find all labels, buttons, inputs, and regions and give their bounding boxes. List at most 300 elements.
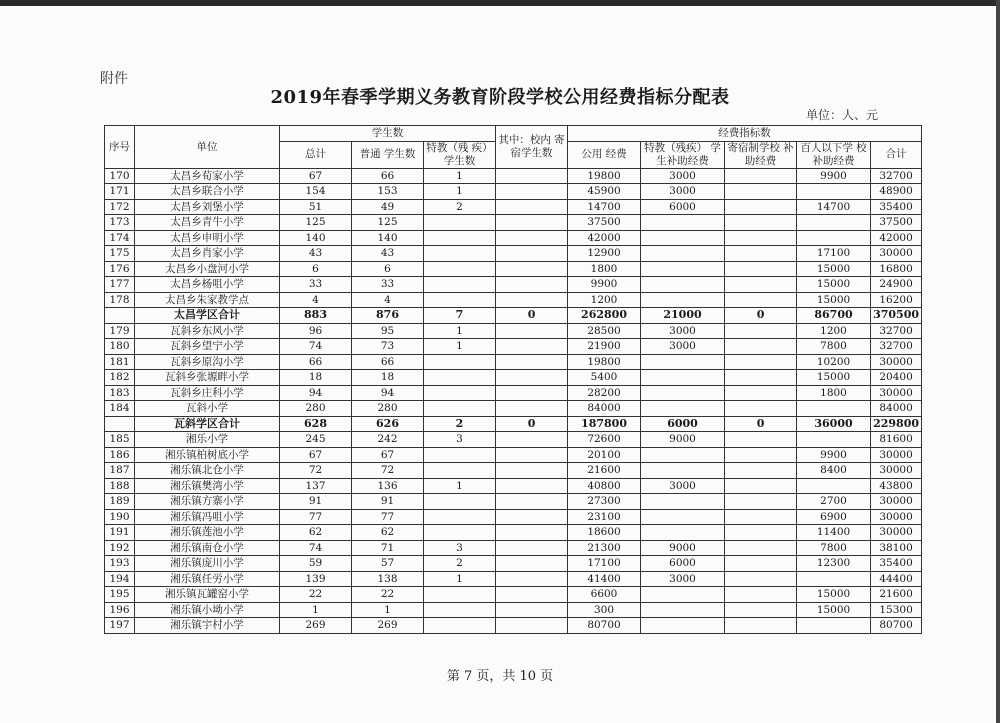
cell-boarding-students <box>496 385 568 401</box>
cell-boarding-fund <box>725 618 797 634</box>
cell-regular: 77 <box>352 509 424 525</box>
cell-boarding-students <box>496 571 568 587</box>
cell-seq: 196 <box>105 602 135 618</box>
cell-boarding-fund <box>725 556 797 572</box>
annex-label: 附件 <box>100 71 128 87</box>
cell-sum: 30000 <box>871 246 922 262</box>
cell-public-fund: 42000 <box>568 230 641 246</box>
cell-small-school-fund: 2700 <box>797 494 871 510</box>
cell-seq: 191 <box>105 525 135 541</box>
cell-special-fund <box>641 463 725 479</box>
cell-sum: 42000 <box>871 230 922 246</box>
cell-public-fund: 1200 <box>568 292 641 308</box>
cell-total: 72 <box>280 463 352 479</box>
cell-small-school-fund <box>797 478 871 494</box>
cell-special <box>424 618 496 634</box>
cell-special-fund: 21000 <box>641 308 725 324</box>
cell-total: 62 <box>280 525 352 541</box>
cell-public-fund: 21300 <box>568 540 641 556</box>
cell-seq: 188 <box>105 478 135 494</box>
cell-seq: 186 <box>105 447 135 463</box>
cell-boarding-students <box>496 230 568 246</box>
table-row <box>105 385 922 401</box>
table-row <box>105 556 922 572</box>
cell-special-fund <box>641 525 725 541</box>
table-row <box>105 540 922 556</box>
cell-unit: 瓦斜乡庄科小学 <box>135 385 280 401</box>
cell-regular: 91 <box>352 494 424 510</box>
cell-sum: 48900 <box>871 184 922 200</box>
cell-small-school-fund: 10200 <box>797 354 871 370</box>
cell-unit: 瓦斜乡原沟小学 <box>135 354 280 370</box>
cell-unit: 太昌乡朱家教学点 <box>135 292 280 308</box>
cell-total: 91 <box>280 494 352 510</box>
cell-boarding-fund <box>725 277 797 293</box>
cell-boarding-fund <box>725 261 797 277</box>
cell-special <box>424 354 496 370</box>
cell-boarding-students: 0 <box>496 416 568 432</box>
cell-small-school-fund: 11400 <box>797 525 871 541</box>
cell-special-fund <box>641 587 725 603</box>
cell-small-school-fund: 12300 <box>797 556 871 572</box>
cell-total: 67 <box>280 168 352 184</box>
allocation-table <box>104 125 922 634</box>
cell-special: 2 <box>424 556 496 572</box>
cell-boarding-students <box>496 246 568 262</box>
cell-special-fund <box>641 230 725 246</box>
cell-boarding-students <box>496 447 568 463</box>
cell-regular: 1 <box>352 602 424 618</box>
cell-unit: 太昌学区合计 <box>135 308 280 324</box>
table-row <box>105 323 922 339</box>
cell-special-fund <box>641 602 725 618</box>
unit-label: 单位：人、元 <box>806 108 879 122</box>
table-row <box>105 618 922 634</box>
cell-regular: 66 <box>352 354 424 370</box>
col-header-seq: 序号 <box>105 126 135 169</box>
cell-unit: 湘乐镇方寨小学 <box>135 494 280 510</box>
cell-seq: 197 <box>105 618 135 634</box>
table-row <box>105 370 922 386</box>
cell-public-fund: 18600 <box>568 525 641 541</box>
cell-regular: 280 <box>352 401 424 417</box>
cell-small-school-fund: 9900 <box>797 168 871 184</box>
cell-seq: 180 <box>105 339 135 355</box>
cell-total: 125 <box>280 215 352 231</box>
table-row <box>105 463 922 479</box>
cell-special <box>424 447 496 463</box>
cell-boarding-fund <box>725 370 797 386</box>
cell-special-fund <box>641 370 725 386</box>
cell-seq: 179 <box>105 323 135 339</box>
cell-public-fund: 9900 <box>568 277 641 293</box>
cell-unit: 湘乐镇小坳小学 <box>135 602 280 618</box>
cell-total: 628 <box>280 416 352 432</box>
cell-boarding-fund <box>725 401 797 417</box>
cell-special <box>424 401 496 417</box>
table-row <box>105 261 922 277</box>
cell-regular: 95 <box>352 323 424 339</box>
cell-sum: 81600 <box>871 432 922 448</box>
cell-sum: 44400 <box>871 571 922 587</box>
cell-regular: 125 <box>352 215 424 231</box>
cell-small-school-fund: 7800 <box>797 339 871 355</box>
col-header-special: 特教（残 疾）学生数 <box>424 141 496 168</box>
header-row-1 <box>105 126 922 142</box>
cell-unit: 太昌乡荀家小学 <box>135 168 280 184</box>
cell-regular: 49 <box>352 199 424 215</box>
cell-regular: 18 <box>352 370 424 386</box>
cell-public-fund: 17100 <box>568 556 641 572</box>
cell-special <box>424 292 496 308</box>
cell-public-fund: 19800 <box>568 168 641 184</box>
cell-boarding-fund <box>725 463 797 479</box>
cell-public-fund: 80700 <box>568 618 641 634</box>
cell-sum: 30000 <box>871 354 922 370</box>
cell-boarding-students <box>496 478 568 494</box>
cell-special <box>424 525 496 541</box>
cell-boarding-students <box>496 354 568 370</box>
cell-public-fund: 37500 <box>568 215 641 231</box>
cell-boarding-fund <box>725 292 797 308</box>
cell-unit: 太昌乡小盘河小学 <box>135 261 280 277</box>
cell-total: 280 <box>280 401 352 417</box>
group-header-students: 学生数 <box>280 126 496 142</box>
cell-seq: 184 <box>105 401 135 417</box>
cell-unit: 湘乐镇庞川小学 <box>135 556 280 572</box>
cell-special-fund: 3000 <box>641 184 725 200</box>
cell-boarding-fund <box>725 215 797 231</box>
cell-special <box>424 370 496 386</box>
table-row <box>105 525 922 541</box>
cell-regular: 626 <box>352 416 424 432</box>
cell-regular: 62 <box>352 525 424 541</box>
cell-sum: 32700 <box>871 168 922 184</box>
cell-special-fund: 3000 <box>641 571 725 587</box>
cell-public-fund: 1800 <box>568 261 641 277</box>
cell-seq: 187 <box>105 463 135 479</box>
cell-total: 18 <box>280 370 352 386</box>
cell-total: 4 <box>280 292 352 308</box>
cell-boarding-students <box>496 339 568 355</box>
cell-small-school-fund: 15000 <box>797 587 871 603</box>
cell-sum: 229800 <box>871 416 922 432</box>
cell-sum: 84000 <box>871 401 922 417</box>
cell-special: 1 <box>424 184 496 200</box>
cell-boarding-students <box>496 215 568 231</box>
table-row <box>105 478 922 494</box>
cell-special: 1 <box>424 478 496 494</box>
cell-special-fund <box>641 401 725 417</box>
cell-boarding-fund <box>725 323 797 339</box>
cell-boarding-fund <box>725 184 797 200</box>
cell-total: 77 <box>280 509 352 525</box>
cell-unit: 湘乐镇冯咀小学 <box>135 509 280 525</box>
cell-sum: 35400 <box>871 556 922 572</box>
cell-special-fund <box>641 509 725 525</box>
cell-small-school-fund: 9900 <box>797 447 871 463</box>
table-row <box>105 246 922 262</box>
cell-regular: 33 <box>352 277 424 293</box>
cell-boarding-fund <box>725 199 797 215</box>
cell-boarding-students <box>496 494 568 510</box>
cell-small-school-fund: 15000 <box>797 261 871 277</box>
cell-unit: 瓦斜乡望宁小学 <box>135 339 280 355</box>
cell-total: 51 <box>280 199 352 215</box>
cell-special-fund <box>641 215 725 231</box>
cell-regular: 242 <box>352 432 424 448</box>
cell-small-school-fund: 17100 <box>797 246 871 262</box>
cell-public-fund: 27300 <box>568 494 641 510</box>
cell-total: 139 <box>280 571 352 587</box>
cell-seq: 192 <box>105 540 135 556</box>
cell-small-school-fund: 14700 <box>797 199 871 215</box>
cell-special: 1 <box>424 339 496 355</box>
cell-regular: 876 <box>352 308 424 324</box>
cell-small-school-fund: 8400 <box>797 463 871 479</box>
col-header-small-school-fund: 百人以下学 校补助经费 <box>797 141 871 168</box>
cell-special: 1 <box>424 571 496 587</box>
cell-boarding-fund <box>725 602 797 618</box>
cell-unit: 湘乐镇北仓小学 <box>135 463 280 479</box>
cell-unit: 湘乐镇任労小学 <box>135 571 280 587</box>
cell-special-fund: 3000 <box>641 478 725 494</box>
cell-sum: 21600 <box>871 587 922 603</box>
cell-special <box>424 463 496 479</box>
cell-regular: 71 <box>352 540 424 556</box>
cell-small-school-fund: 7800 <box>797 540 871 556</box>
cell-seq: 176 <box>105 261 135 277</box>
cell-unit: 瓦斜乡东风小学 <box>135 323 280 339</box>
cell-seq: 183 <box>105 385 135 401</box>
cell-total: 43 <box>280 246 352 262</box>
cell-small-school-fund: 86700 <box>797 308 871 324</box>
cell-total: 137 <box>280 478 352 494</box>
cell-unit: 太昌乡申明小学 <box>135 230 280 246</box>
cell-special-fund <box>641 354 725 370</box>
cell-sum: 38100 <box>871 540 922 556</box>
cell-special <box>424 494 496 510</box>
cell-sum: 30000 <box>871 525 922 541</box>
cell-regular: 43 <box>352 246 424 262</box>
cell-sum: 30000 <box>871 494 922 510</box>
table-row <box>105 292 922 308</box>
cell-total: 6 <box>280 261 352 277</box>
cell-special <box>424 215 496 231</box>
cell-boarding-fund <box>725 509 797 525</box>
cell-public-fund: 19800 <box>568 354 641 370</box>
cell-sum: 80700 <box>871 618 922 634</box>
table-row <box>105 168 922 184</box>
cell-boarding-fund <box>725 385 797 401</box>
cell-boarding-fund: 0 <box>725 416 797 432</box>
cell-sum: 32700 <box>871 323 922 339</box>
cell-small-school-fund: 6900 <box>797 509 871 525</box>
cell-unit: 太昌乡刘堡小学 <box>135 199 280 215</box>
cell-boarding-students <box>496 401 568 417</box>
cell-regular: 140 <box>352 230 424 246</box>
cell-regular: 67 <box>352 447 424 463</box>
cell-boarding-fund <box>725 540 797 556</box>
cell-boarding-fund <box>725 432 797 448</box>
col-header-boarding-fund: 寄宿制学校 补助经费 <box>725 141 797 168</box>
cell-special <box>424 277 496 293</box>
cell-unit: 湘乐镇莲池小学 <box>135 525 280 541</box>
cell-sum: 30000 <box>871 509 922 525</box>
cell-regular: 72 <box>352 463 424 479</box>
cell-boarding-students <box>496 463 568 479</box>
cell-seq: 172 <box>105 199 135 215</box>
scan-edge <box>0 0 1000 6</box>
cell-unit: 湘乐镇南仓小学 <box>135 540 280 556</box>
subtotal-row <box>105 308 922 324</box>
cell-unit: 湘乐镇柏树底小学 <box>135 447 280 463</box>
col-header-public-fund: 公用 经费 <box>568 141 641 168</box>
cell-special-fund: 3000 <box>641 168 725 184</box>
cell-special-fund: 3000 <box>641 323 725 339</box>
col-header-sum: 合计 <box>871 141 922 168</box>
cell-boarding-students: 0 <box>496 308 568 324</box>
table-row <box>105 230 922 246</box>
cell-public-fund: 187800 <box>568 416 641 432</box>
cell-unit: 太昌乡杨咀小学 <box>135 277 280 293</box>
cell-total: 96 <box>280 323 352 339</box>
cell-seq: 174 <box>105 230 135 246</box>
cell-seq: 170 <box>105 168 135 184</box>
table-row <box>105 277 922 293</box>
table-row <box>105 401 922 417</box>
cell-special: 3 <box>424 540 496 556</box>
cell-special <box>424 246 496 262</box>
cell-unit: 湘乐小学 <box>135 432 280 448</box>
cell-public-fund: 45900 <box>568 184 641 200</box>
cell-special-fund: 6000 <box>641 416 725 432</box>
cell-seq <box>105 416 135 432</box>
cell-boarding-students <box>496 184 568 200</box>
col-header-total: 总计 <box>280 141 352 168</box>
cell-special: 3 <box>424 432 496 448</box>
cell-unit: 瓦斜小学 <box>135 401 280 417</box>
cell-total: 74 <box>280 540 352 556</box>
cell-sum: 43800 <box>871 478 922 494</box>
cell-boarding-students <box>496 261 568 277</box>
cell-boarding-fund: 0 <box>725 308 797 324</box>
cell-seq: 190 <box>105 509 135 525</box>
cell-public-fund: 21900 <box>568 339 641 355</box>
cell-special <box>424 602 496 618</box>
cell-special: 7 <box>424 308 496 324</box>
cell-special <box>424 230 496 246</box>
cell-public-fund: 262800 <box>568 308 641 324</box>
cell-regular: 73 <box>352 339 424 355</box>
cell-unit: 瓦斜乡张塬畔小学 <box>135 370 280 386</box>
cell-public-fund: 5400 <box>568 370 641 386</box>
cell-seq: 185 <box>105 432 135 448</box>
cell-regular: 94 <box>352 385 424 401</box>
cell-seq: 195 <box>105 587 135 603</box>
cell-boarding-fund <box>725 339 797 355</box>
cell-special-fund <box>641 618 725 634</box>
cell-sum: 37500 <box>871 215 922 231</box>
cell-special-fund: 6000 <box>641 556 725 572</box>
cell-small-school-fund <box>797 571 871 587</box>
cell-unit: 湘乐镇瓦罐窑小学 <box>135 587 280 603</box>
cell-small-school-fund <box>797 184 871 200</box>
cell-special-fund <box>641 292 725 308</box>
cell-boarding-students <box>496 323 568 339</box>
cell-total: 1 <box>280 602 352 618</box>
cell-public-fund: 40800 <box>568 478 641 494</box>
cell-regular: 136 <box>352 478 424 494</box>
page-number: 第 7 页，共 10 页 <box>446 669 554 684</box>
cell-public-fund: 12900 <box>568 246 641 262</box>
cell-boarding-students <box>496 556 568 572</box>
cell-special-fund <box>641 385 725 401</box>
cell-boarding-students <box>496 168 568 184</box>
cell-special: 1 <box>424 168 496 184</box>
cell-public-fund: 84000 <box>568 401 641 417</box>
cell-public-fund: 28500 <box>568 323 641 339</box>
cell-total: 74 <box>280 339 352 355</box>
cell-special <box>424 385 496 401</box>
cell-regular: 66 <box>352 168 424 184</box>
subtotal-row <box>105 416 922 432</box>
cell-small-school-fund: 15000 <box>797 602 871 618</box>
cell-regular: 22 <box>352 587 424 603</box>
page-title: 2019年春季学期义务教育阶段学校公用经费指标分配表 <box>270 87 730 108</box>
table-body <box>105 168 922 633</box>
cell-boarding-students <box>496 199 568 215</box>
col-header-special-fund: 特教（残疾） 学生补助经费 <box>641 141 725 168</box>
cell-sum: 370500 <box>871 308 922 324</box>
cell-sum: 16800 <box>871 261 922 277</box>
cell-public-fund: 6600 <box>568 587 641 603</box>
table-row <box>105 587 922 603</box>
group-header-funds: 经费指标数 <box>568 126 922 142</box>
cell-boarding-fund <box>725 354 797 370</box>
cell-boarding-fund <box>725 168 797 184</box>
cell-unit: 湘乐镇樊湾小学 <box>135 478 280 494</box>
cell-small-school-fund <box>797 618 871 634</box>
cell-boarding-fund <box>725 230 797 246</box>
col-header-regular: 普通 学生数 <box>352 141 424 168</box>
cell-sum: 30000 <box>871 463 922 479</box>
cell-unit: 太昌乡肖家小学 <box>135 246 280 262</box>
cell-public-fund: 28200 <box>568 385 641 401</box>
cell-special-fund <box>641 494 725 510</box>
cell-seq: 189 <box>105 494 135 510</box>
cell-total: 140 <box>280 230 352 246</box>
cell-boarding-students <box>496 602 568 618</box>
table-row <box>105 447 922 463</box>
cell-seq: 193 <box>105 556 135 572</box>
table-row <box>105 199 922 215</box>
cell-boarding-students <box>496 432 568 448</box>
cell-public-fund: 41400 <box>568 571 641 587</box>
cell-special-fund <box>641 261 725 277</box>
cell-special-fund <box>641 447 725 463</box>
cell-public-fund: 21600 <box>568 463 641 479</box>
cell-boarding-students <box>496 509 568 525</box>
cell-small-school-fund: 15000 <box>797 370 871 386</box>
table-row <box>105 509 922 525</box>
cell-unit: 湘乐镇宇村小学 <box>135 618 280 634</box>
cell-special-fund: 3000 <box>641 339 725 355</box>
cell-total: 22 <box>280 587 352 603</box>
cell-special <box>424 261 496 277</box>
cell-boarding-fund <box>725 525 797 541</box>
cell-sum: 15300 <box>871 602 922 618</box>
